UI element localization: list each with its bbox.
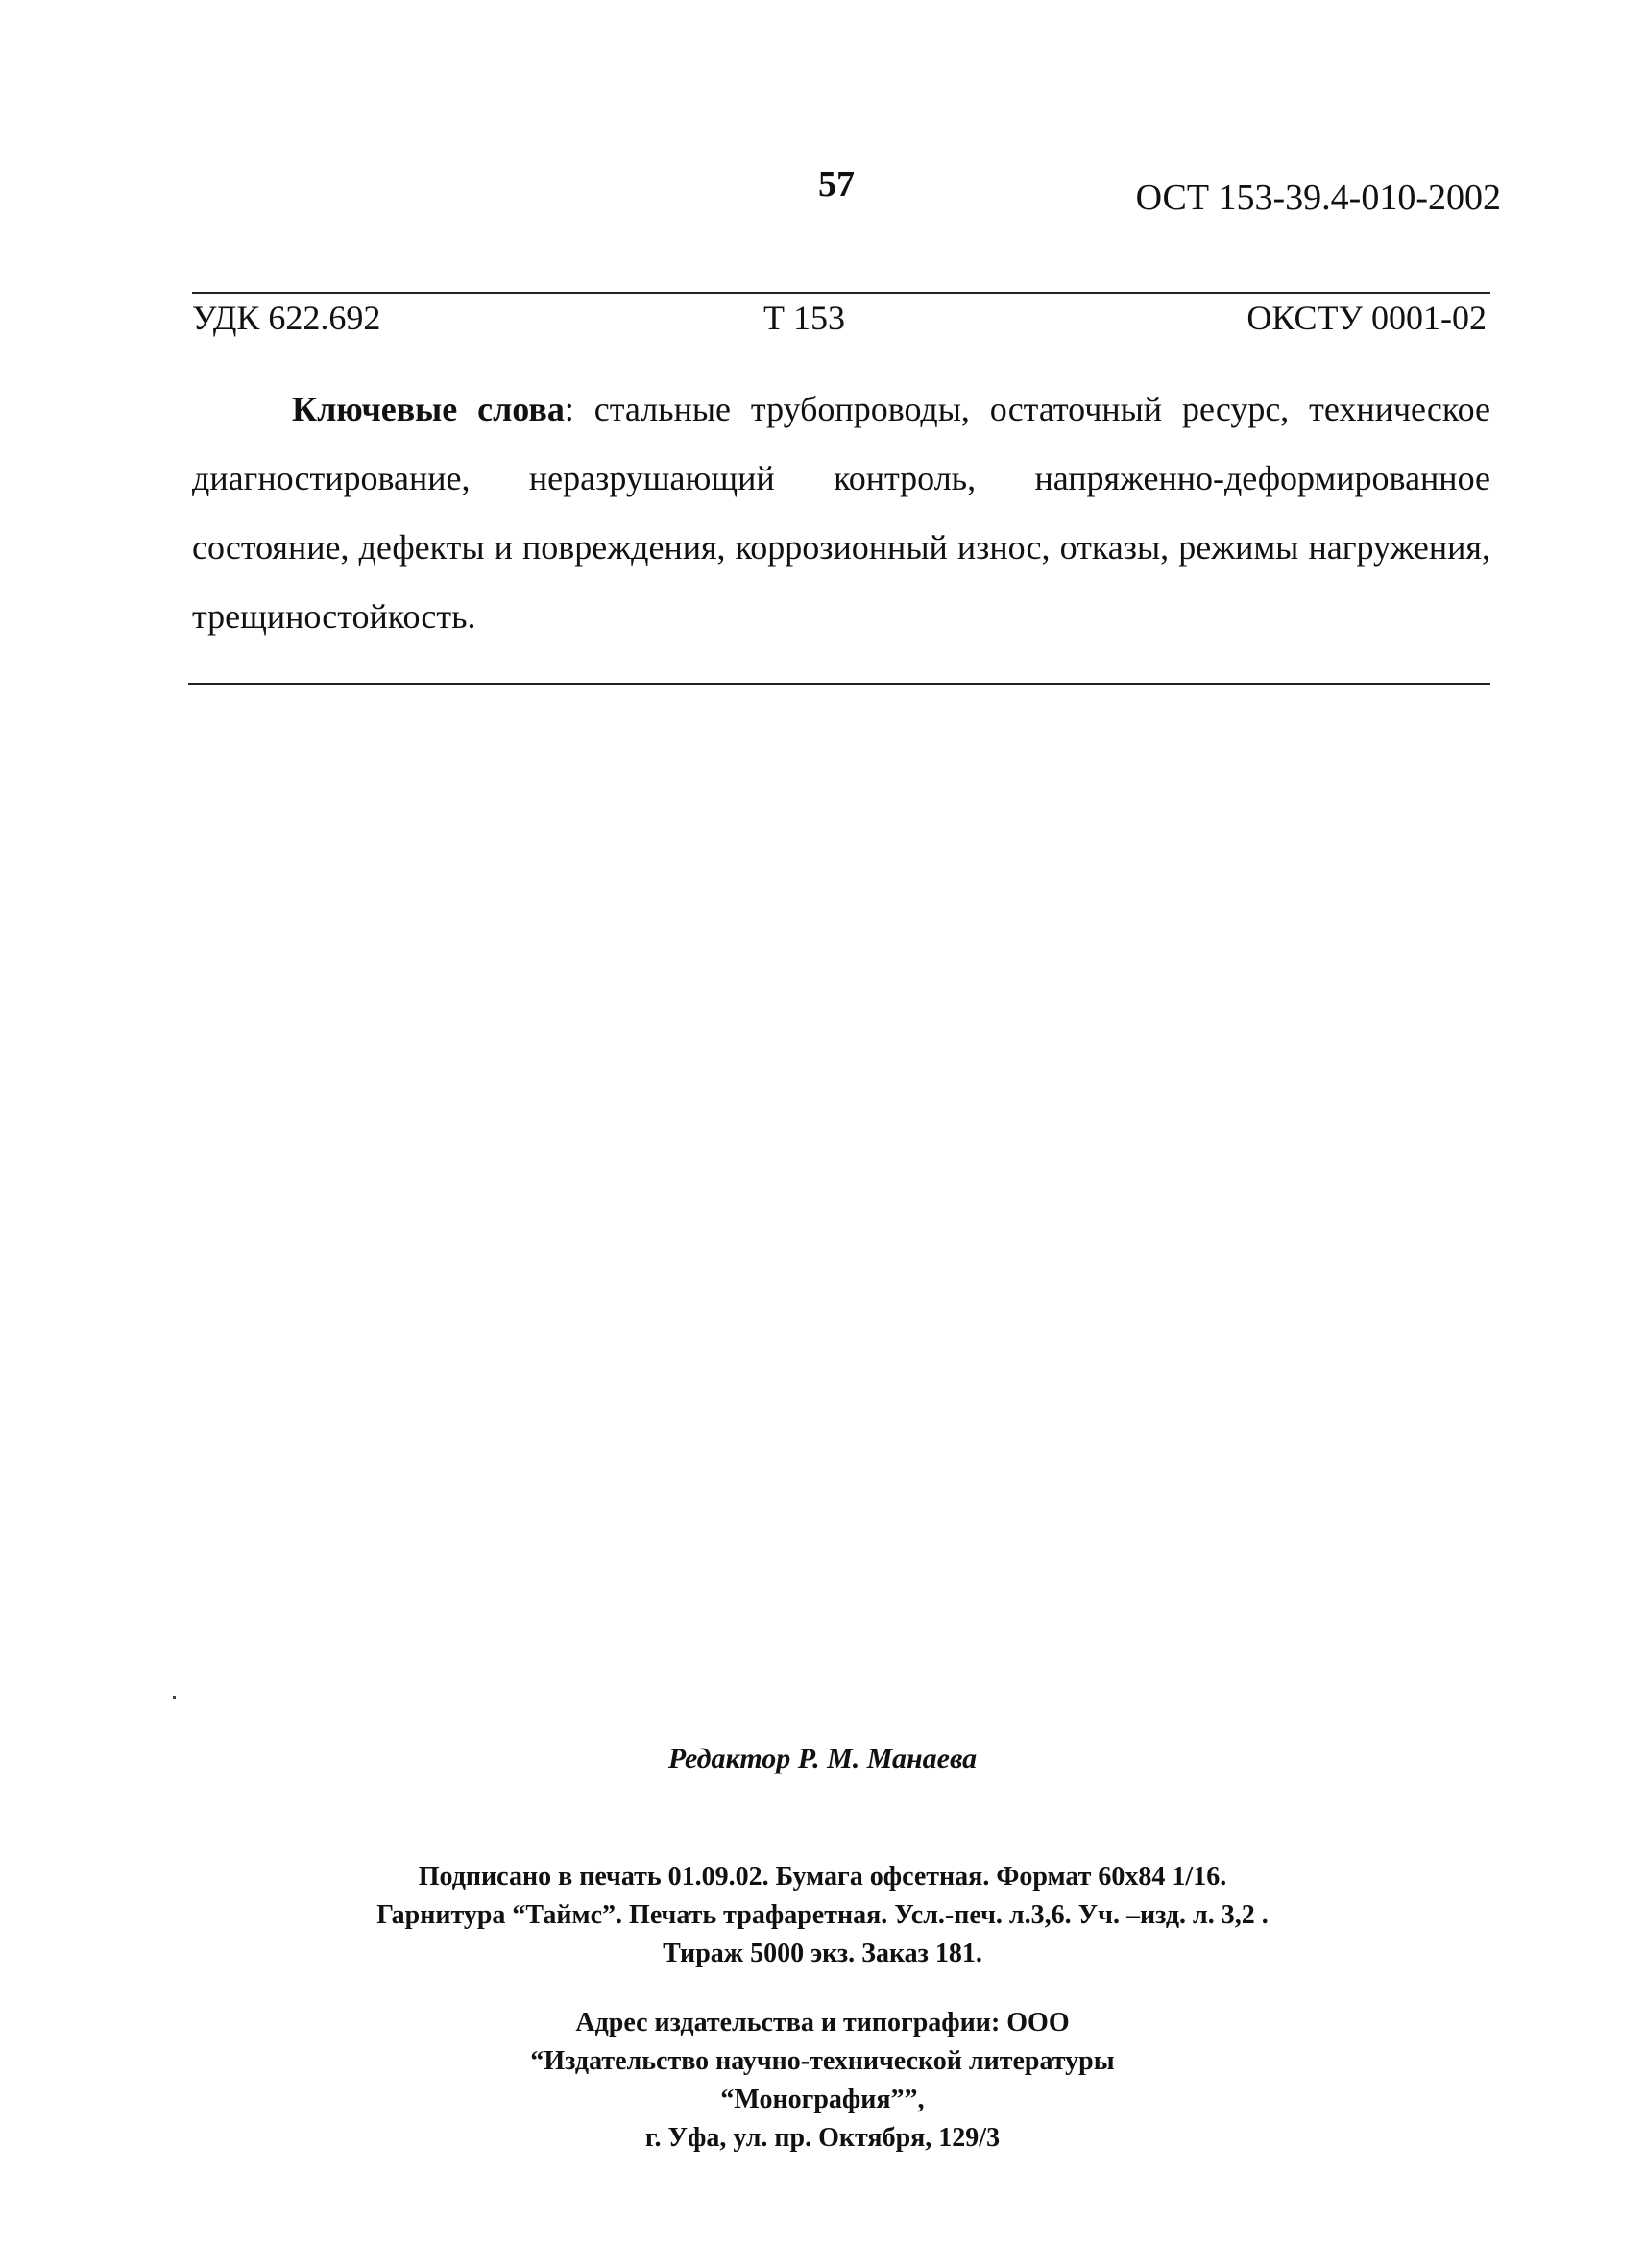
imprint-line: Тираж 5000 экз. Заказ 181.	[663, 1939, 982, 1968]
address-line: “Издательство научно-технической литературы	[530, 2046, 1115, 2076]
imprint-block	[0, 1858, 1645, 1973]
udk-code: УДК 622.692	[192, 299, 381, 337]
keywords-label: Ключевые слова	[292, 390, 565, 428]
keywords-text: : стальные трубопроводы, остаточный ресурс, техническое диагностирование, неразрушающий контроль, напряженно-деформированное состояние, дефекты и повреждения, коррозионный износ, отказы, режимы нагружения, трещиностойкость.	[192, 390, 1490, 636]
address-line: “Монография””,	[720, 2085, 925, 2114]
address-line: Адрес издательства и типографии: ООО	[575, 2008, 1070, 2038]
okstu-code: ОКСТУ 0001-02	[1246, 299, 1487, 337]
address-line: г. Уфа, ул. пр. Октября, 129/3	[644, 2123, 1001, 2153]
publisher-address	[0, 2004, 1645, 2158]
imprint-line: Гарнитура “Таймс”. Печать трафаретная. Усл.-печ. л.3,6. Уч. –изд. л. 3,2 .	[376, 1900, 1269, 1930]
bottom-divider	[188, 683, 1490, 685]
page-number: 57	[818, 164, 855, 205]
keywords-paragraph	[192, 374, 1490, 651]
t-code: Т 153	[763, 299, 845, 337]
top-divider	[192, 292, 1490, 294]
document-code: ОСТ 153-39.4-010-2002	[1135, 178, 1501, 218]
scan-speck	[173, 1696, 176, 1699]
imprint-line: Подписано в печать 01.09.02. Бумага офсетная. Формат 60х84 1/16.	[418, 1862, 1227, 1892]
editor-credit: Редактор Р. М. Манаева	[667, 1743, 978, 1774]
